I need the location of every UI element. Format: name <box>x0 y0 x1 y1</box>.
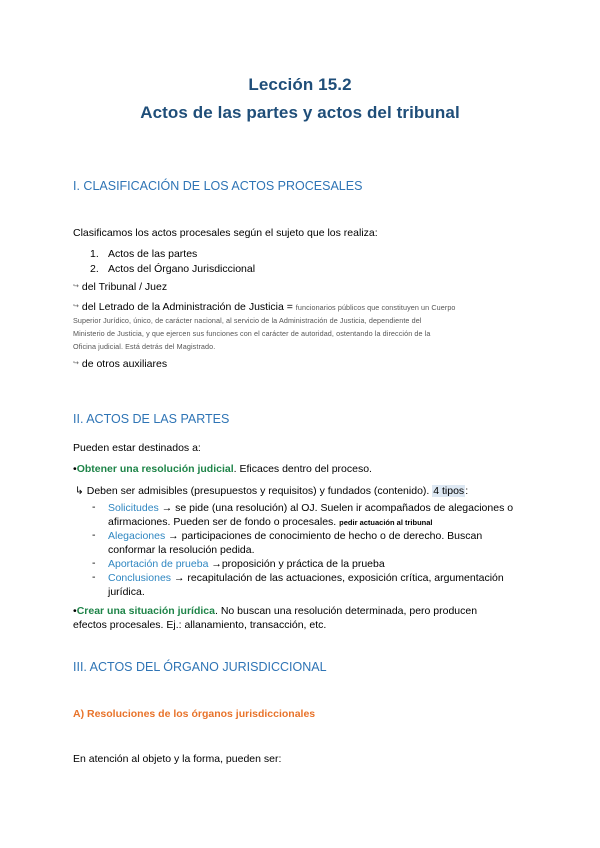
list-item-number: 2. <box>90 263 99 275</box>
section-heading-3: III. ACTOS DEL ÓRGANO JURISDICCIONAL <box>73 660 327 674</box>
type-conclusiones: Conclusiones → recapitulación de las actuaciones, exposición crítica, argumentación <box>108 572 504 584</box>
return-arrow-icon: ↪ <box>73 360 79 367</box>
type-conclusiones-cont: jurídica. <box>108 586 145 598</box>
list-item: Actos del Órgano Jurisdiccional <box>108 263 256 275</box>
section1-intro: Clasificamos los actos procesales según el sujeto que los realiza: <box>73 227 378 239</box>
dash-bullet: - <box>92 557 96 569</box>
dash-bullet: - <box>92 571 96 583</box>
sub-item-letrado: ↪ del Letrado de la Administración de Justicia = funcionarios públicos que constituyen un Cuerpo <box>73 301 456 313</box>
page-title: Actos de las partes y actos del tribunal <box>140 103 460 122</box>
section-heading-2: II. ACTOS DE LAS PARTES <box>73 412 230 426</box>
section-heading-1: I. CLASIFICACIÓN DE LOS ACTOS PROCESALES <box>73 179 363 193</box>
type-aportacion: Aportación de prueba →proposición y práctica de la prueba <box>108 558 385 570</box>
list-item: Actos de las partes <box>108 248 198 260</box>
sub-item-auxiliares: ↪ de otros auxiliares <box>73 358 168 370</box>
return-arrow-icon: ↪ <box>73 283 79 290</box>
type-solicitudes-cont: afirmaciones. Pueden ser de fondo o procesales. pedir actuación al tribunal <box>108 516 433 528</box>
section2-intro: Pueden estar destinados a: <box>73 442 201 454</box>
highlighted-text: 4 tipos <box>433 485 465 497</box>
bullet-situacion-cont: efectos procesales. Ej.: allanamiento, transacción, etc. <box>73 619 327 631</box>
letrado-note-line: Ministerio de Justicia, y que ejercen sus funciones con el carácter de autoridad, ostentando la dirección de la <box>73 329 431 338</box>
type-alegaciones: Alegaciones → participaciones de conocimiento de hecho o de derecho. Buscan <box>108 530 483 542</box>
dash-bullet: - <box>92 529 96 541</box>
down-right-arrow-icon: ↳ <box>75 485 84 497</box>
dash-bullet: - <box>92 501 96 513</box>
bullet-resolucion: •Obtener una resolución judicial. Eficaces dentro del proceso. <box>73 463 372 475</box>
section3-intro: En atención al objeto y la forma, pueden ser: <box>73 753 282 765</box>
type-solicitudes: Solicitudes → se pide (una resolución) al OJ. Suelen ir acompañados de alegaciones o <box>108 502 514 514</box>
list-item-number: 1. <box>90 248 99 260</box>
bullet-situacion: •Crear una situación jurídica. No buscan una resolución determinada, pero producen <box>73 605 478 617</box>
sub-requisitos: ↳ Deben ser admisibles (presupuestos y requisitos) y fundados (contenido). 4 tipos: <box>75 485 469 497</box>
return-arrow-icon: ↪ <box>73 303 79 310</box>
letrado-note-line: Oficina judicial. Está detrás del Magistrado. <box>73 342 216 351</box>
sub-item-tribunal: ↪ del Tribunal / Juez <box>73 281 168 293</box>
type-alegaciones-cont: conformar la resolución pedida. <box>108 544 255 556</box>
letrado-note-line: Superior Jurídico, único, de carácter nacional, al servicio de la Administración de Justicia, dependiente del <box>73 316 422 325</box>
subsection-heading-a: A) Resoluciones de los órganos jurisdiccionales <box>73 708 316 720</box>
lesson-number: Lección 15.2 <box>248 75 352 94</box>
